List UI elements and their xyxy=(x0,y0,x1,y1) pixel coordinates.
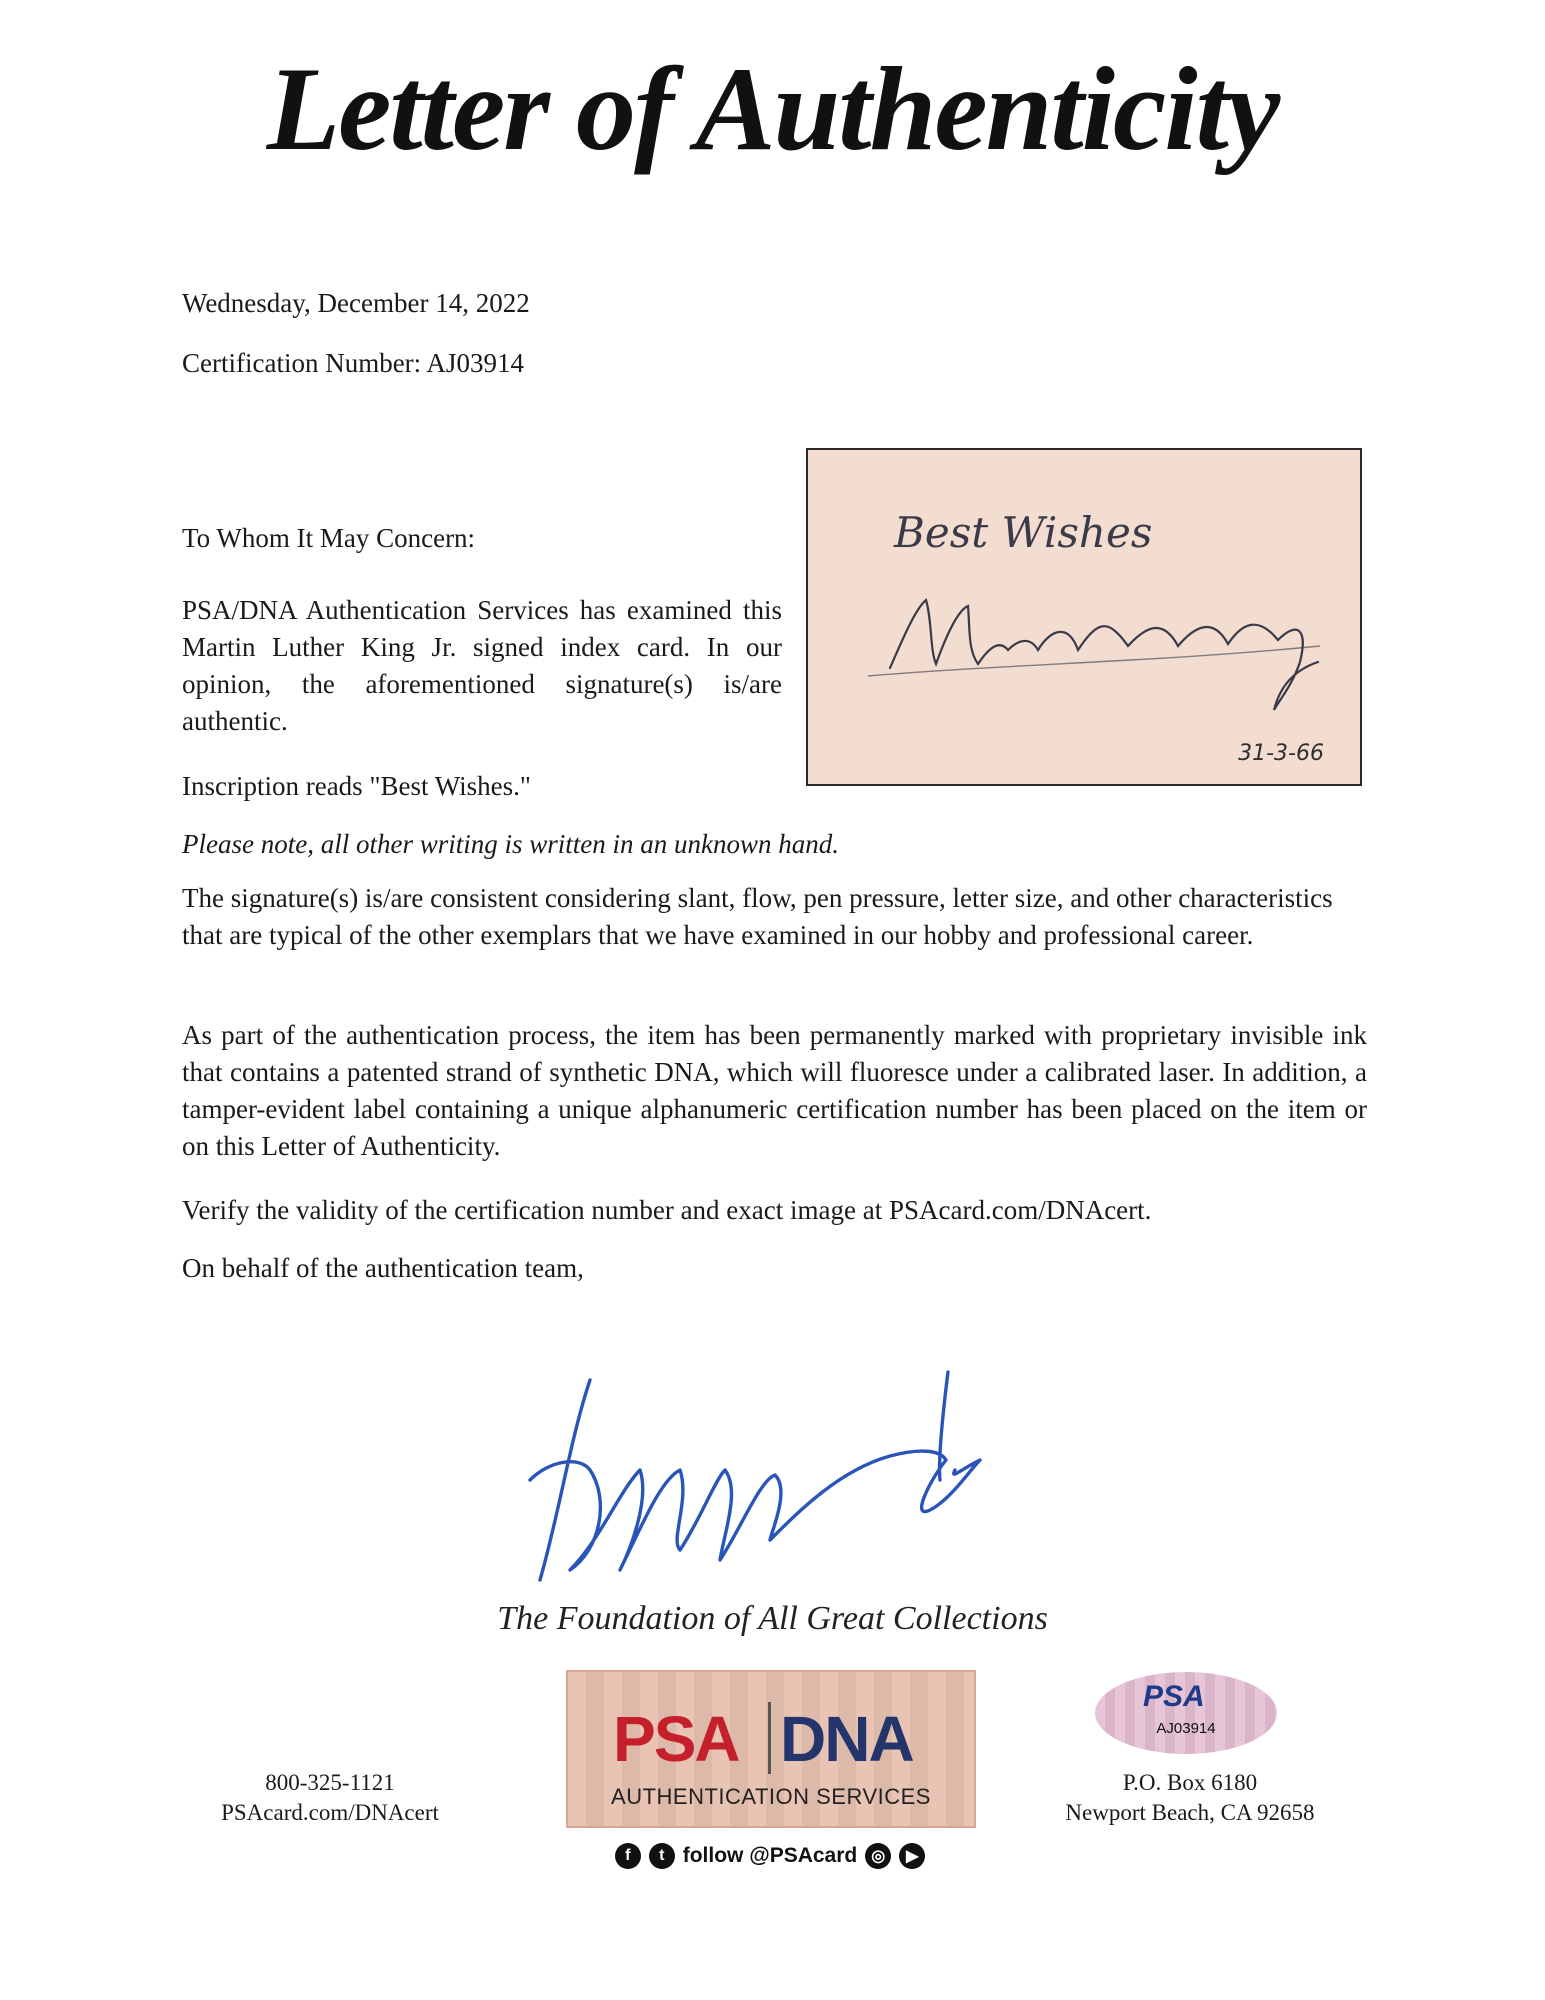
psa-logo-text: PSA xyxy=(613,1703,739,1775)
phone-number: 800-325-1121 xyxy=(265,1770,395,1795)
psa-dna-logo xyxy=(566,1670,976,1828)
follow-handle[interactable]: follow @PSAcard xyxy=(682,1844,858,1867)
verify-statement: Verify the validity of the certification number and exact image at PSAcard.com/DNAcert. xyxy=(182,1195,1152,1225)
unknown-hand-note: Please note, all other writing is written in an unknown hand. xyxy=(182,829,839,859)
psa-hologram-seal xyxy=(1095,1672,1277,1754)
card-inscription: Best Wishes xyxy=(894,508,1153,557)
letter-title: Letter of Authenticity xyxy=(266,42,1279,175)
letter-date: Wednesday, December 14, 2022 xyxy=(182,288,530,318)
dna-logo-text: DNA xyxy=(780,1703,913,1775)
social-follow-bar xyxy=(590,1838,950,1874)
card-signature-graphic xyxy=(808,450,1364,788)
logo-divider xyxy=(768,1702,771,1774)
salutation: To Whom It May Concern: xyxy=(182,523,476,553)
seal-cert-number: AJ03914 xyxy=(1156,1720,1216,1737)
signed-index-card xyxy=(806,448,1362,786)
process-paragraph: As part of the authentication process, the item has been permanently marked with proprietary invisible ink that contains a patented strand of synthetic DNA, which will fluoresce under a calibrated laser. In addition, a tamper-evident label containing a unique alphanumeric certification number has been placed on the item or on this Letter of Authenticity. xyxy=(182,1020,1367,1161)
authenticator-signature xyxy=(510,1360,1030,1600)
facebook-icon[interactable]: f xyxy=(615,1843,641,1869)
po-box: P.O. Box 6180 xyxy=(1122,1770,1258,1795)
city-state-zip: Newport Beach, CA 92658 xyxy=(1065,1800,1315,1825)
card-handwritten-date: 31-3-66 xyxy=(1238,741,1324,766)
youtube-icon[interactable]: ▶ xyxy=(899,1843,925,1869)
twitter-icon[interactable]: t xyxy=(649,1843,675,1869)
contact-left xyxy=(200,1768,460,1828)
opinion-paragraph: PSA/DNA Authentication Services has examined this Martin Luther King Jr. signed index card. In our opinion, the aforementioned signature(s) is/are authentic. xyxy=(182,595,782,736)
consistency-paragraph: The signature(s) is/are consistent considering slant, flow, pen pressure, letter size, and other characteristics that are typical of the other exemplars that we have examined in our hobby and professional career. xyxy=(182,883,1333,950)
contact-right xyxy=(1040,1768,1340,1828)
certification-number: Certification Number: AJ03914 xyxy=(182,348,524,378)
seal-psa-text: PSA xyxy=(1143,1680,1205,1713)
inscription-statement: Inscription reads "Best Wishes." xyxy=(182,771,531,801)
tagline: The Foundation of All Great Collections xyxy=(497,1600,1048,1637)
behalf-statement: On behalf of the authentication team, xyxy=(182,1253,584,1283)
website-link: PSAcard.com/DNAcert xyxy=(221,1800,439,1825)
authentication-services-label: AUTHENTICATION SERVICES xyxy=(611,1784,931,1809)
instagram-icon[interactable]: ◎ xyxy=(865,1843,891,1869)
